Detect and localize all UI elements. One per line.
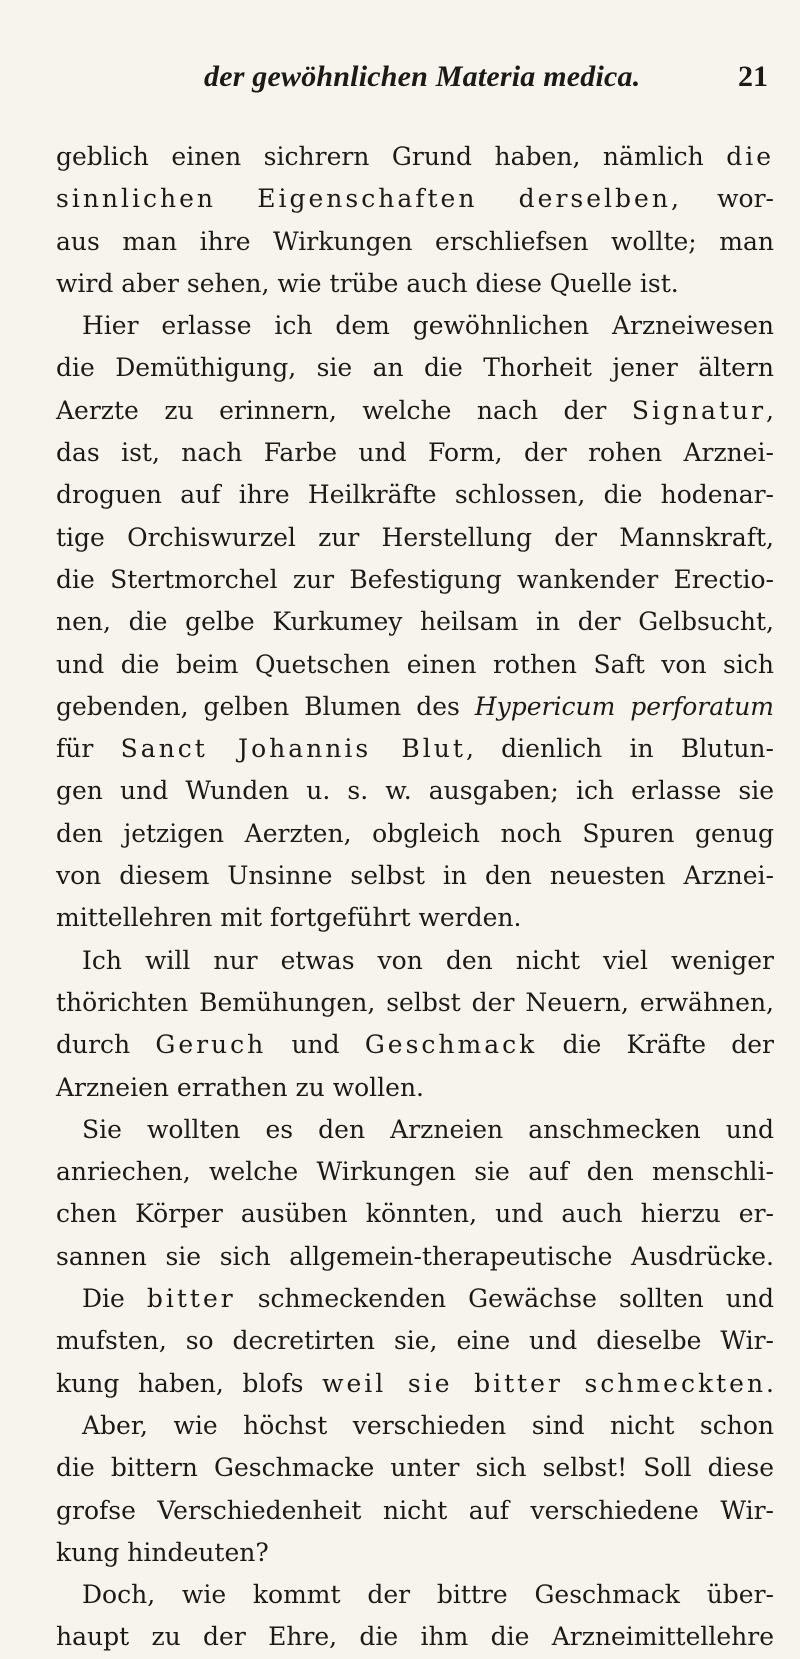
text-line [56,1109,774,1151]
text-segment: . [766,1368,774,1398]
text-segment: kung haben, blofs [56,1368,323,1398]
page-header [56,58,770,108]
text-line [56,347,774,389]
text-segment: und [266,1030,365,1060]
text-line [56,1067,774,1109]
text-segment: den jetzigen Aerzten, obgleich noch Spuren genug [56,818,774,848]
text-segment: sannen sie sich allgemein-therapeutische Ausdrücke. [56,1241,774,1271]
text-segment: gen und Wunden u. s. w. ausgaben; ich erlasse sie [56,776,774,806]
text-segment: durch [56,1030,156,1060]
text-segment: mittellehren mit fortgeführt werden. [56,903,522,933]
text-segment: die Stertmorchel zur Befestigung wankender Erectio- [56,564,774,594]
text-line [56,1363,774,1405]
text-line [56,305,774,347]
text-segment: das ist, nach Farbe und Form, der rohen Arznei- [56,438,774,468]
text-segment: Die [82,1284,147,1314]
text-segment: chen Körper ausüben könnten, und auch hierzu er- [56,1199,774,1229]
spaced-emphasis: die [726,142,774,171]
text-line [56,517,774,559]
text-line [56,897,774,939]
text-line [56,390,774,432]
text-segment: , [766,395,774,425]
text-segment: droguen auf ihre Heilkräfte schlossen, die hodenar- [56,480,774,510]
text-line [56,1532,774,1574]
text-line [56,1574,774,1616]
text-segment: die Kräfte der [537,1030,774,1060]
text-line [56,644,774,686]
text-segment: gebenden, gelben Blumen des [56,691,475,721]
text-segment: die bittern Geschmacke unter sich selbst! Soll diese [56,1453,774,1483]
text-segment: haupt zu der Ehre, die ihm die Arzneimittellehre [56,1622,774,1652]
text-line [56,1024,774,1066]
text-line [56,432,774,474]
text-segment: Hier erlasse ich dem gewöhnlichen Arzneiwesen [82,311,774,341]
running-title: der gewöhnlichen Materia medica. [204,60,641,93]
text-line [56,1278,774,1320]
text-line [56,940,774,982]
text-line [56,1447,774,1489]
spaced-emphasis: Geschmack [364,1030,538,1060]
text-line [56,221,774,263]
text-line [56,770,774,812]
text-line [56,855,774,897]
text-segment: und die beim Quetschen einen rothen Saft von sich [56,649,774,679]
text-segment: von diesem Unsinne selbst in den neuesten Arznei- [56,861,774,891]
text-segment: grofse Verschiedenheit nicht auf verschiedene Wir- [56,1495,774,1525]
text-line [56,686,774,728]
text-segment: aus man ihre Wirkungen erschliefsen wollte; man [56,226,774,256]
text-segment: , dienlich in Blutun- [465,734,774,764]
text-segment: die Demüthigung, sie an die Thorheit jener ältern [56,353,774,383]
text-segment: kung hindeuten? [56,1537,269,1567]
spaced-emphasis: bitter [146,1284,236,1314]
text-segment: geblich einen sichrern Grund haben, nämlich [56,142,727,171]
text-line [56,1151,774,1193]
text-segment: wird aber sehen, wie trübe auch diese Quelle ist. [56,268,679,298]
text-line [56,1616,774,1658]
text-line [56,813,774,855]
text-segment: Doch, wie kommt der bittre Geschmack über- [82,1580,774,1610]
spaced-emphasis: sinnlichen Eigenschaften derselben [56,184,671,214]
body-text [56,136,774,1659]
text-segment: thörichten Bemühungen, selbst der Neuern, erwähnen, [56,987,774,1017]
spaced-emphasis: Geruch [155,1030,267,1060]
text-segment: Arzneien errathen zu wollen. [56,1072,425,1102]
text-line [56,1236,774,1278]
spaced-emphasis: weil sie bitter schmeckten [322,1368,767,1398]
text-segment: nen, die gelbe Kurkumey heilsam in der Gelbsucht, [56,607,774,637]
text-segment: Aber, wie höchst verschieden sind nicht schon [82,1410,774,1440]
page-number: 21 [738,60,768,93]
text-line [56,982,774,1024]
text-line [56,178,774,220]
text-segment: mufsten, so decretirten sie, eine und dieselbe Wir- [56,1326,774,1356]
text-segment: Ich will nur etwas von den nicht viel weniger [82,945,774,975]
text-segment: tige Orchiswurzel zur Herstellung der Mannskraft, [56,522,774,552]
text-line [56,601,774,643]
text-line [56,1490,774,1532]
text-segment: Sie wollten es den Arzneien anschmecken und [82,1114,774,1144]
text-segment: für [56,734,121,764]
text-line [56,474,774,516]
text-line [56,136,774,178]
text-line [56,263,774,305]
text-segment: , wor- [670,184,774,214]
text-segment: anriechen, welche Wirkungen sie auf den menschli- [56,1157,774,1187]
spaced-emphasis: Sanct Johannis Blut [120,734,466,764]
text-line [56,1320,774,1362]
text-line [56,559,774,601]
text-line [56,1405,774,1447]
spaced-emphasis: Signatur [631,395,767,425]
text-segment: schmeckenden Gewächse sollten und [235,1284,774,1314]
text-line [56,1193,774,1235]
text-segment: Aerzte zu erinnern, welche nach der [56,395,632,425]
italic-term: Hypericum perforatum [474,691,774,721]
text-line [56,728,774,770]
